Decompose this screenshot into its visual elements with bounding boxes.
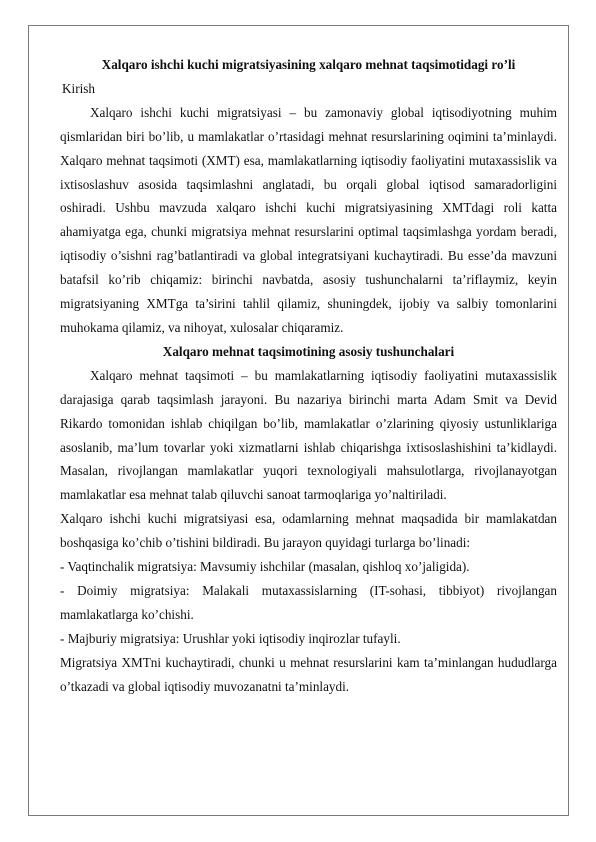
intro-heading: Kirish bbox=[62, 80, 95, 96]
migration-paragraph: Xalqaro ishchi kuchi migratsiyasi esa, odamlarning mehnat maqsadida bir mamlakatdan boshqasiga ko’chib o’tishini bildiradi. Bu jarayon quyidagi turlarga bo’linadi: bbox=[60, 511, 557, 551]
section-heading: Xalqaro mehnat taqsimotining asosiy tushunchalari bbox=[162, 343, 455, 359]
closing-paragraph: Migratsiya XMTni kuchaytiradi, chunki u mehnat resurslarini kam ta’minlangan hududlarga o’tkazadi va global iqtisodiy muvozanatni ta’minlaydi. bbox=[60, 654, 557, 694]
intro-paragraph: Xalqaro ishchi kuchi migratsiyasi – bu zamonaviy global iqtisodiyotning muhim qismlaridan biri bo’lib, u mamlakatlar o’rtasidagi mehnat resurslarining oqimini ta’minlaydi. Xalqaro mehnat taqsimoti (XMT) esa, mamlakatlarning iqtisodiy faoliyatini mutaxassislik va ixtisoslashuv asosida taqsimlashni anglatadi, bu orqali global iqtisod samaradorligini oshiradi. Ushbu mavzuda xalqaro ishchi kuchi migratsiyasining XMTdagi roli katta ahamiyatga ega, chunki migratsiya mehnat resurslarini optimal taqsimlashga yordam beradi, iqtisodiy o’sishni rag’batlantiradi va global integratsiyani kuchaytiradi. Bu esse’da mavzuni batafsil ko’rib chiqamiz: birinchi navbatda, asosiy tushunchalarni ta’riflaymiz, keyin migratsiyaning XMTga ta’sirini tahlil qilamiz, shuningdek, ijobiy va salbiy tomonlarini muhokama qilamiz, va nihoyat, xulosalar chiqaramiz. bbox=[60, 104, 557, 335]
list-item: - Vaqtinchalik migratsiya: Mavsumiy ishchilar (masalan, qishloq xo’jaligida). bbox=[60, 559, 470, 575]
list-item: - Majburiy migratsiya: Urushlar yoki iqtisodiy inqirozlar tufayli. bbox=[60, 630, 401, 646]
document-title: Xalqaro ishchi kuchi migratsiyasining xalqaro mehnat taqsimotidagi ro’li bbox=[101, 57, 516, 72]
list-item: - Doimiy migratsiya: Malakali mutaxassislarning (IT-sohasi, tibbiyot) rivojlangan mamlakatlarga ko’chishi. bbox=[60, 582, 557, 622]
section-paragraph: Xalqaro mehnat taqsimoti – bu mamlakatlarning iqtisodiy faoliyatini mutaxassislik darajasiga qarab taqsimlash jarayoni. Bu nazariya birinchi marta Adam Smit va Devid Rikardo tomonidan ishlab chiqilgan bo’lib, mamlakatlar o’zlarining qiyosiy ustunliklariga asoslanib, ma’lum tovarlar yoki xizmatlarni ishlab chiqarishga ixtisoslashishini ta’kidlaydi. Masalan, rivojlangan mamlakatlar yuqori texnologiyali mahsulotlarga, rivojlanayotgan mamlakatlar esa mehnat talab qiluvchi sanoat tarmoqlariga yo’naltiriladi. bbox=[60, 367, 557, 503]
document-body bbox=[60, 53, 557, 698]
